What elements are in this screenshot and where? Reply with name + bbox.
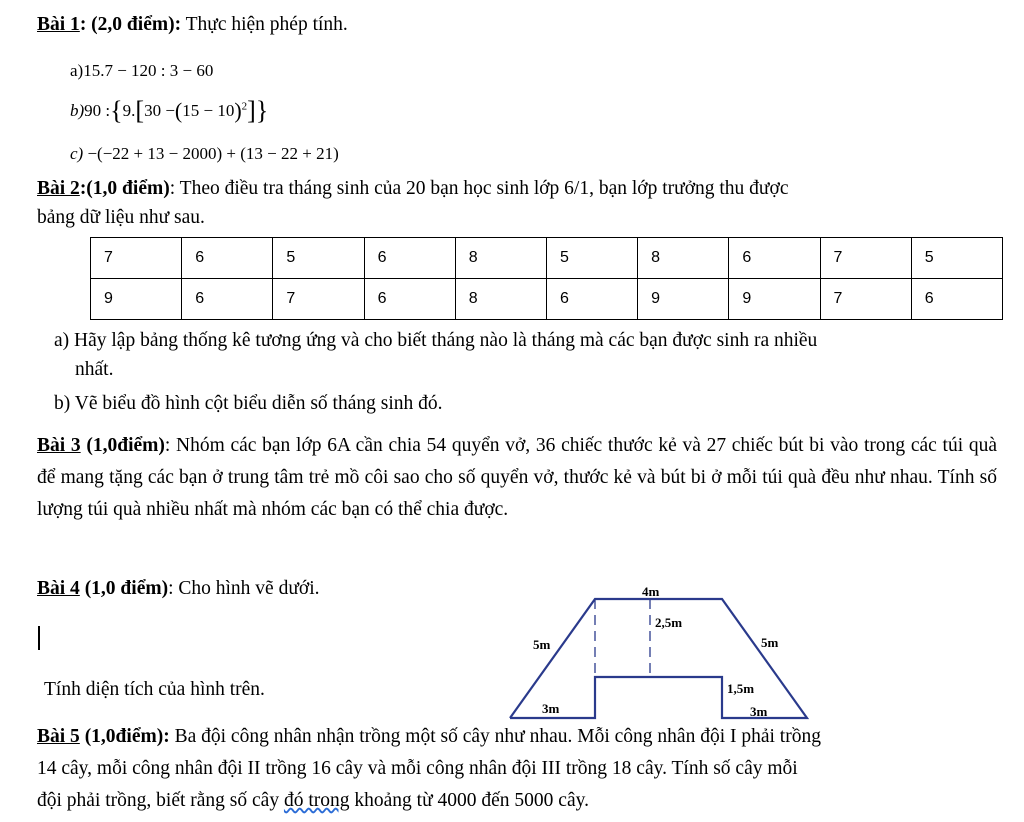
- bai1-c-expr: −(−22 + 13 − 2000) + (13 − 22 + 21): [87, 144, 339, 163]
- bai1-c: [70, 143, 339, 166]
- bai5-text-line1: Ba đội công nhân nhận trồng một số cây như nhau. Mỗi công nhân đội I phải trồng: [169, 726, 821, 747]
- table-cell: 9: [729, 279, 820, 320]
- bai1-a: [70, 60, 213, 83]
- bai1-a-expr: 15.7 − 120 : 3 − 60: [83, 61, 214, 80]
- table-cell: 6: [911, 279, 1002, 320]
- label-step-height: 1,5m: [727, 681, 755, 696]
- bai4-heading: [37, 576, 320, 602]
- bai4-question: Tính diện tích của hình trên.: [44, 679, 265, 700]
- bai5-text-line3: [37, 788, 589, 814]
- bai2-points: :(1,0 điểm): [79, 178, 170, 199]
- bai1-text: Thực hiện phép tính.: [181, 14, 348, 35]
- bai5-points: (1,0điểm):: [79, 726, 170, 747]
- bai1-c-prefix: c): [70, 144, 84, 163]
- label-left-side: 5m: [533, 637, 551, 652]
- bai5-text-line2: 14 cây, mỗi công nhân đội II trồng 16 cây và mỗi công nhân đội III trồng 18 cây. Tính số cây mỗi: [37, 758, 798, 779]
- trapezoid-figure: [500, 580, 830, 725]
- label-height: 2,5m: [655, 615, 683, 630]
- bai5-line3-spellcheck: đó trong: [283, 790, 350, 811]
- label-right-side: 5m: [761, 635, 779, 650]
- bai3-points: (1,0điểm): [80, 435, 165, 456]
- table-cell: 6: [182, 279, 273, 320]
- bai5-line3-pre: đội phải trồng, biết rằng số cây: [37, 790, 284, 811]
- table-cell: 6: [364, 279, 455, 320]
- bai2-text-line1: : Theo điều tra tháng sinh của 20 bạn học sinh lớp 6/1, bạn lớp trưởng thu được: [169, 178, 789, 199]
- bai2-a-line1: a) Hãy lập bảng thống kê tương ứng và cho biết tháng nào là tháng mà các bạn được sinh ra nhiều: [54, 330, 818, 351]
- bai1-heading: [37, 12, 348, 38]
- table-cell: 5: [546, 238, 637, 279]
- bai1-b-30: 30 −: [144, 101, 175, 120]
- bai5-heading: [37, 724, 821, 750]
- data-table: [90, 237, 1003, 320]
- table-cell: 8: [638, 238, 729, 279]
- table-cell: 6: [364, 238, 455, 279]
- bai1-b-90: 90 :: [84, 101, 111, 120]
- bai5-label: Bài 5: [37, 726, 80, 747]
- bai3-paragraph: [37, 430, 997, 526]
- table-cell: 6: [182, 238, 273, 279]
- table-cell: 9: [91, 279, 182, 320]
- bai1-b-9: 9.: [122, 101, 136, 120]
- table-cell: 7: [91, 238, 182, 279]
- bai4-label: Bài 4: [37, 578, 80, 599]
- bai1-b-15: 15 − 10: [182, 101, 235, 120]
- bai1-points: : (2,0 điểm):: [79, 14, 182, 35]
- table-cell: 5: [911, 238, 1002, 279]
- bai1-b: b)90 :{9.[30 $-(15 - 10)^2$]}: [70, 96, 269, 125]
- table-cell: 7: [820, 238, 911, 279]
- bai1-b-exponent: 2: [241, 100, 248, 113]
- bai3-label: Bài 3: [37, 435, 81, 456]
- label-bottom-left: 3m: [542, 701, 560, 716]
- table-cell: 8: [455, 279, 546, 320]
- table-cell: 6: [546, 279, 637, 320]
- bai2-label: Bài 2: [37, 178, 80, 199]
- bai2-heading: [37, 176, 788, 202]
- table-row: [91, 238, 1003, 279]
- table-cell: 5: [273, 238, 364, 279]
- bai1-label: Bài 1: [37, 14, 80, 35]
- bai4-points: (1,0 điểm): [79, 578, 169, 599]
- bai2-b-line: b) Vẽ biểu đồ hình cột biểu diễn số tháng sinh đó.: [54, 393, 443, 414]
- table-row: [91, 279, 1003, 320]
- table-cell: 7: [820, 279, 911, 320]
- bai4-text: : Cho hình vẽ dưới.: [168, 578, 320, 599]
- table-cell: 7: [273, 279, 364, 320]
- label-bottom-right: 3m: [750, 704, 768, 719]
- bai2-a-line2: nhất.: [75, 359, 114, 380]
- bai2-text-line2: bảng dữ liệu như sau.: [37, 207, 205, 228]
- bai1-b-prefix: b): [70, 101, 85, 120]
- bai3-text: : Nhóm các bạn lớp 6A cần chia 54 quyển vở, 36 chiếc thước kẻ và 27 chiếc bút bi vào trong các túi quà để mang tặng các bạn ở trung tâm trẻ mồ côi sao cho số quyển vở, thước kẻ và bút bi ở mỗi túi quà đều như nhau. Tính số lượng túi quà nhiều nhất mà nhóm các bạn có thể chia được.: [37, 435, 997, 520]
- bai1-a-prefix: a): [70, 61, 84, 80]
- table-cell: 6: [729, 238, 820, 279]
- table-cell: 8: [455, 238, 546, 279]
- label-top: 4m: [642, 584, 660, 599]
- text-cursor: [38, 626, 40, 650]
- bai5-line3-post: khoảng từ 4000 đến 5000 cây.: [349, 790, 589, 811]
- table-cell: 9: [638, 279, 729, 320]
